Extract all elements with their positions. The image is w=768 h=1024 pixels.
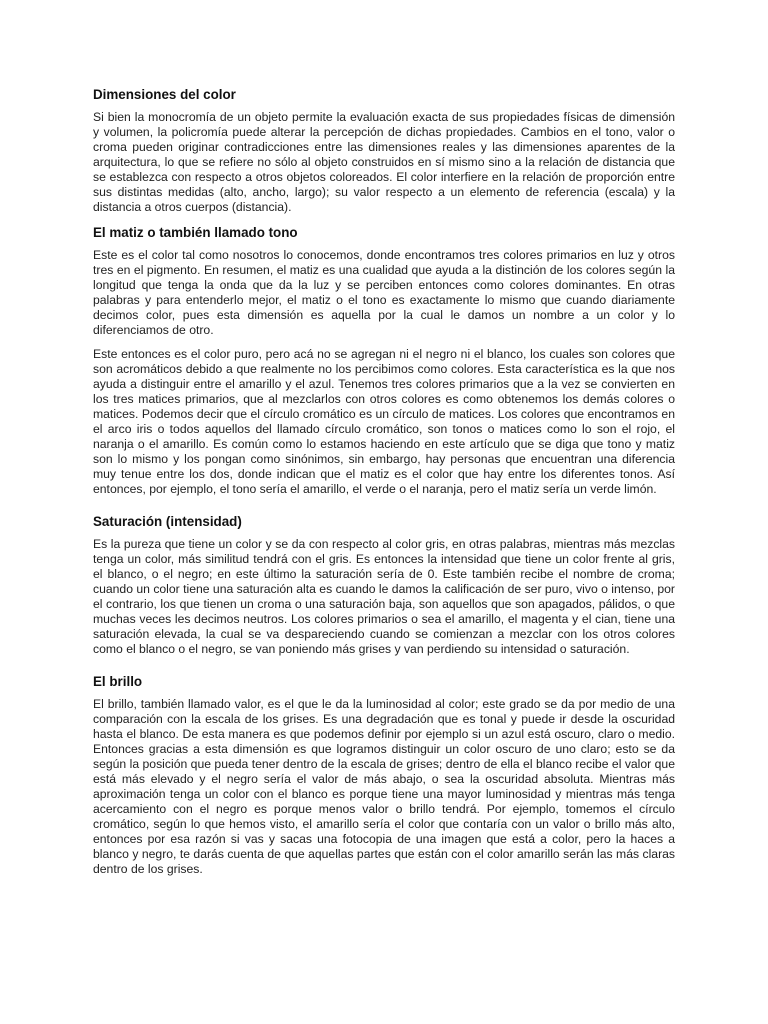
paragraph-matiz-2: Este entonces es el color puro, pero acá no se agregan ni el negro ni el blanco, los cuales son colores que son acromáticos debido a que realmente no los percibimos como colores. Esta característica es la que nos ayuda a distinguir entre el amarillo y el azul. Tenemos tres colores primarios que a la vez se convierten en los tres matices primarios, que al mezclarlos con otros colores es como obtenemos los demás colores o matices. Podemos decir que el círculo cromático es un círculo de matices. Los colores que encontramos en el arco iris o todos aquellos del llamado círculo cromático, son tonos o matices como lo son el rojo, el naranja o el amarillo. Es común como lo estamos haciendo en este artículo que se diga que tono y matiz son lo mismo y los pongan como sinónimos, sin embargo, hay personas que encuentran una diferencia muy tenue entre los dos, donde indican que el matiz es el color que hay entre los diferentes tonos. Así entonces, por ejemplo, el tono sería el amarillo, el verde o el naranja, pero el matiz sería un verde limón.	[93, 347, 675, 496]
paragraph-matiz-1: Este es el color tal como nosotros lo conocemos, donde encontramos tres colores primarios en luz y otros tres en el pigmento. En resumen, el matiz es una cualidad que ayuda a la distinción de los colores según la longitud que tenga la onda que da la luz y se perciben entonces como colores dominantes. En otras palabras y para entenderlo mejor, el matiz o el tono es exactamente lo mismo que cuando diariamente decimos color, pues esta dimensión es aquella por la cual le damos un nombre a un color y lo diferenciamos de otro.	[93, 248, 675, 337]
section-heading-saturacion: Saturación (intensidad)	[93, 514, 242, 529]
paragraph-brillo: El brillo, también llamado valor, es el que le da la luminosidad al color; este grado se da por medio de una comparación con la escala de los grises. Es una degradación que es tonal y puede ir desde la oscuridad hasta el blanco. De esta manera es que podemos definir por ejemplo si un azul está oscuro, claro o medio. Entonces gracias a esta dimensión es que logramos distinguir un color oscuro de uno claro; esto se da según la posición que pueda tener dentro de la escala de grises; dentro de ella el blanco recibe el valor que está más elevado y el negro sería el valor de más abajo, o sea la oscuridad absoluta. Mientras más aproximación tenga un color con el blanco es porque tiene una mayor luminosidad y mientras más tenga acercamiento con el negro es porque menos valor o brillo tendrá. Por ejemplo, tomemos el círculo cromático, según lo que hemos visto, el amarillo sería el color que contaría con un valor o brillo más alto, entonces por esa razón si vas y sacas una fotocopia de una imagen que está a color, pero la haces a blanco y negro, te darás cuenta de que aquellas partes que están con el color amarillo serán las más claras dentro de los grises.	[93, 697, 675, 876]
paragraph-dimensiones: Si bien la monocromía de un objeto permite la evaluación exacta de sus propiedades físicas de dimensión y volumen, la policromía puede alterar la percepción de dichas propiedades. Cambios en el tono, valor o croma pueden originar contradicciones entre las dimensiones reales y las dimensiones aparentes de la arquitectura, lo que se refiere no sólo al objeto construidos en sí mismo sino a la relación de distancia que se establezca con respecto a otros objetos coloreados. El color interfiere en la relación de proporción entre sus distintas medidas (alto, ancho, largo); su valor respecto a un elemento de referencia (escala) y la distancia a otros cuerpos (distancia).	[93, 110, 675, 214]
paragraph-saturacion: Es la pureza que tiene un color y se da con respecto al color gris, en otras palabras, mientras más mezclas tenga un color, más similitud tendrá con el gris. Es entonces la intensidad que tiene un color frente al gris, el blanco, o el negro; en este último la saturación sería de 0. Este también recibe el nombre de croma; cuando un color tiene una saturación alta es cuando le damos la calificación de ser puro, vivo o intenso, por el contrario, los que tienen un croma o una saturación baja, son aquellos que son apagados, pálidos, o que muchas veces les decimos neutros. Los colores primarios o sea el amarillo, el magenta y el cian, tiene una saturación elevada, la cual se va despareciendo cuando se comienzan a mezclar con los otros colores como el blanco o el negro, se van poniendo más grises y van perdiendo su intensidad o saturación.	[93, 537, 675, 656]
section-heading-dimensiones: Dimensiones del color	[93, 87, 236, 102]
document-page	[93, 86, 675, 877]
section-heading-brillo: El brillo	[93, 674, 143, 689]
section-heading-matiz: El matiz o también llamado tono	[93, 225, 298, 240]
